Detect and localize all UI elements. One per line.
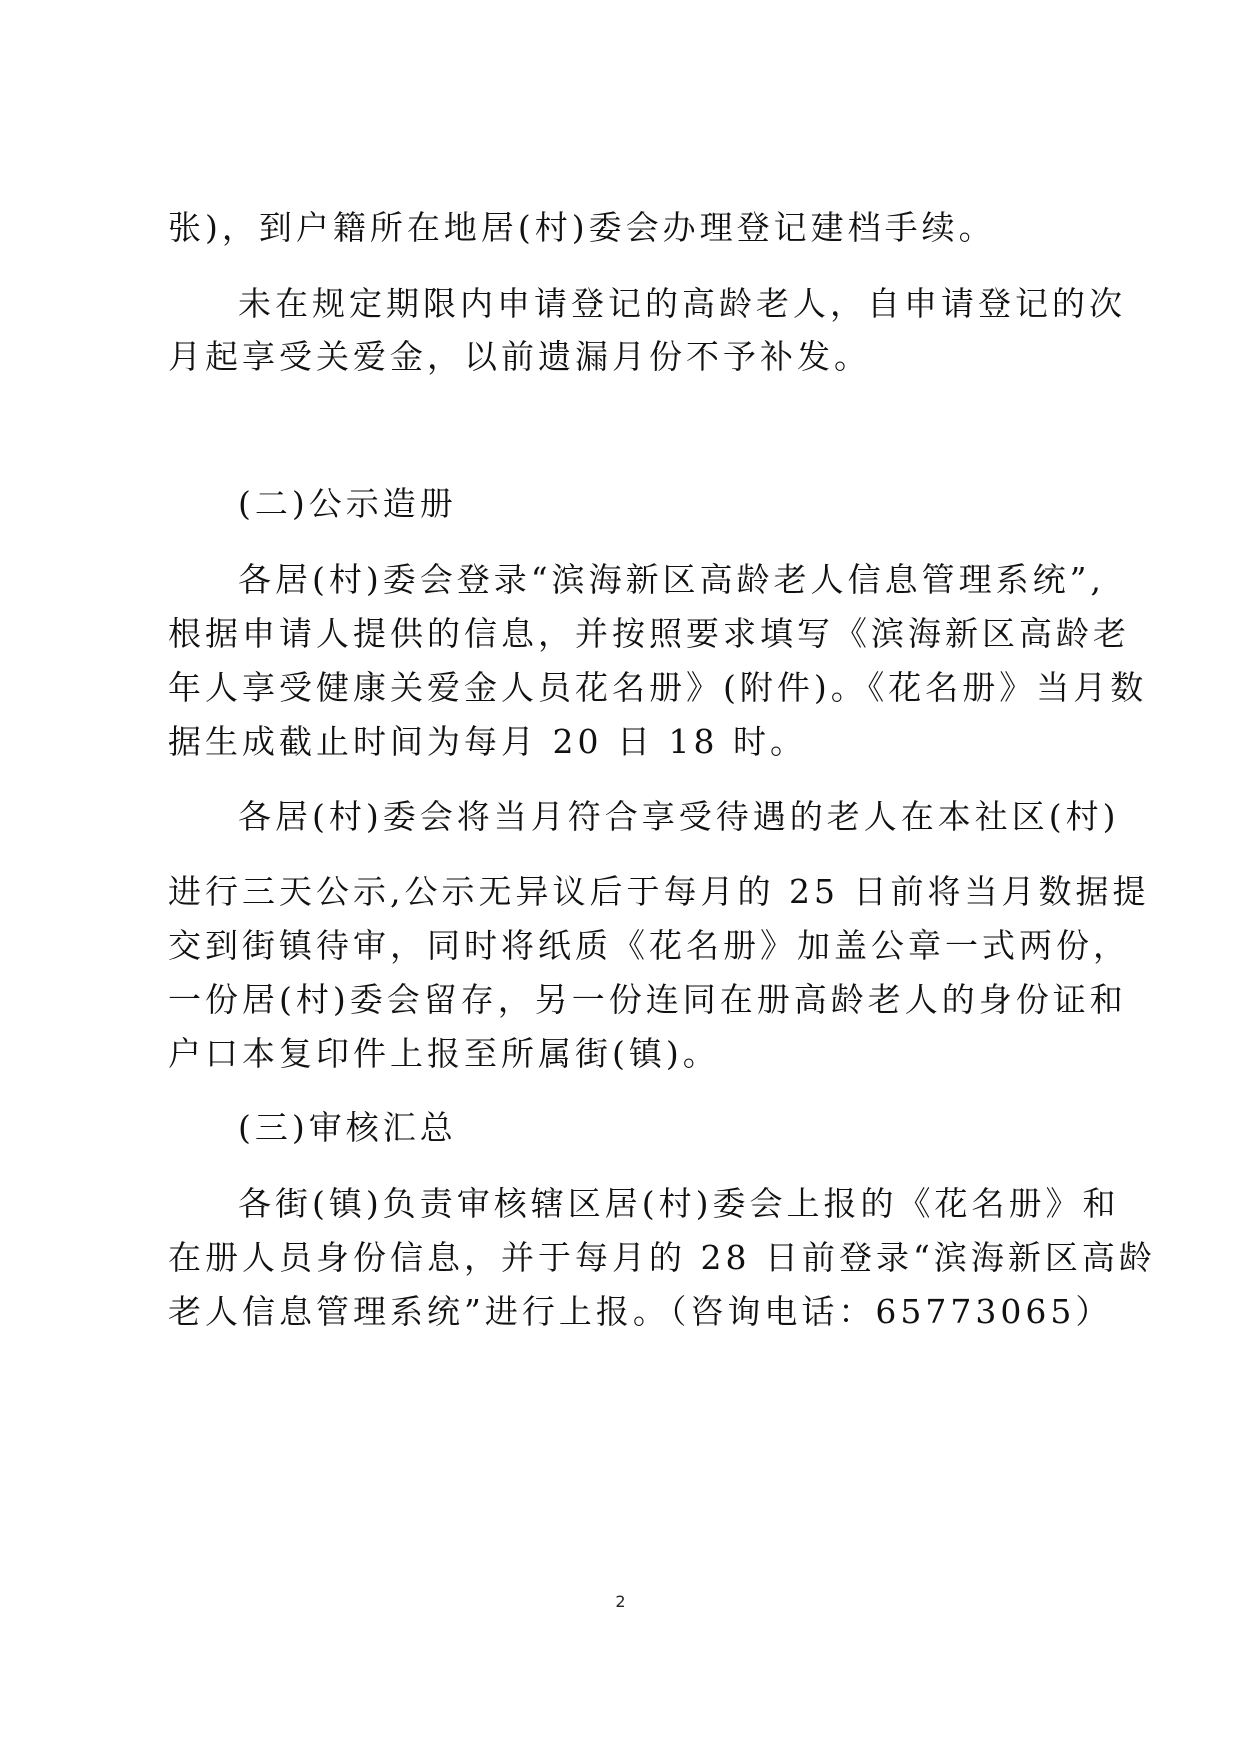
section-heading-publicize: (二)公示造册 xyxy=(238,484,457,523)
paragraph-late-registration-line-1: 未在规定期限内申请登记的高龄老人，自申请登记的次 xyxy=(238,284,1126,323)
page-number: 2 xyxy=(615,1592,626,1611)
paragraph-publicize-line-4: 一份居(村)委会留存，另一份连同在册高龄老人的身份证和 xyxy=(168,980,1127,1019)
paragraph-publicize-line-1: 各居(村)委会将当月符合享受待遇的老人在本社区(村) xyxy=(238,797,1120,836)
section-heading-review: (三)审核汇总 xyxy=(238,1108,457,1147)
paragraph-publicize-line-5: 户口本复印件上报至所属街(镇)。 xyxy=(168,1034,720,1073)
paragraph-review-line-1: 各街(镇)负责审核辖区居(村)委会上报的《花名册》和 xyxy=(238,1184,1120,1223)
paragraph-continued-line-1: 张)，到户籍所在地居(村)委会办理登记建档手续。 xyxy=(168,208,996,247)
paragraph-publicize-line-3: 交到街镇待审，同时将纸质《花名册》加盖公章一式两份， xyxy=(168,926,1130,965)
paragraph-late-registration-line-2: 月起享受关爱金，以前遗漏月份不予补发。 xyxy=(168,337,871,376)
paragraph-review-line-2: 在册人员身份信息，并于每月的 28 日前登录“滨海新区高龄 xyxy=(168,1238,1156,1277)
paragraph-register-system-line-2: 根据申请人提供的信息，并按照要求填写《滨海新区高龄老 xyxy=(168,614,1130,653)
paragraph-register-system-line-1: 各居(村)委会登录“滨海新区高龄老人信息管理系统”, xyxy=(238,560,1105,599)
paragraph-review-line-3: 老人信息管理系统”进行上报。（咨询电话：65773065） xyxy=(168,1292,1113,1331)
paragraph-register-system-line-4: 据生成截止时间为每月 20 日 18 时。 xyxy=(168,722,807,761)
paragraph-publicize-line-2: 进行三天公示,公示无异议后于每月的 25 日前将当月数据提 xyxy=(168,872,1150,911)
paragraph-register-system-line-3: 年人享受健康关爱金人员花名册》(附件)。《花名册》当月数 xyxy=(168,668,1148,707)
